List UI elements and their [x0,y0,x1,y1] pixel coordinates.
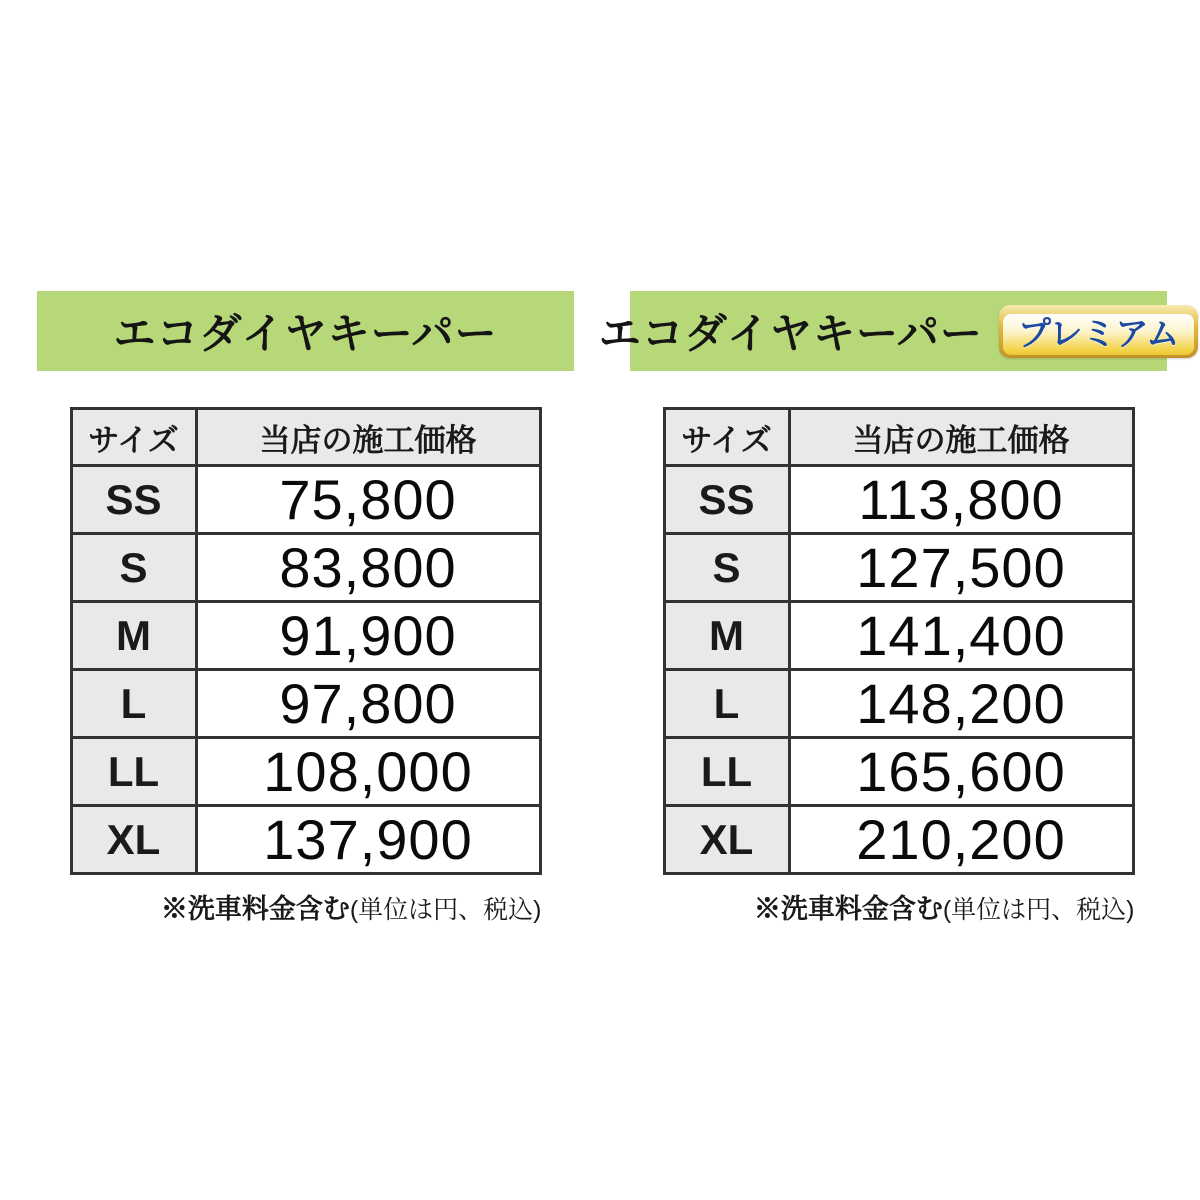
table-row [664,466,1133,534]
table-row [664,806,1133,874]
table-row [664,670,1133,738]
premium-badge [999,305,1198,358]
price-cell: 83,800 [196,534,540,602]
price-cell: 108,000 [196,738,540,806]
price-cell: 91,900 [196,602,540,670]
price-note [70,887,542,926]
panel-title: エコダイヤキーパー [598,310,983,357]
size-column-header: サイズ [664,409,789,466]
size-cell: XL [71,806,196,874]
price-rows [664,466,1133,874]
table-row [71,738,540,806]
eco-diamond-keeper-premium-panel [598,291,1180,926]
size-column-header: サイズ [71,409,196,466]
price-cell: 75,800 [196,466,540,534]
size-cell: S [71,534,196,602]
table-row [664,738,1133,806]
table-row [71,806,540,874]
size-cell: L [71,670,196,738]
table-row [71,534,540,602]
price-rows [71,466,540,874]
size-cell: S [664,534,789,602]
eco-diamond-keeper-premium-banner [598,291,1180,371]
table-row [664,602,1133,670]
price-cell: 165,600 [789,738,1133,806]
header-row [71,409,540,466]
header-row [664,409,1133,466]
eco-diamond-keeper-premium-price-table [663,407,1135,875]
premium-badge-label: プレミアム [1003,314,1194,355]
eco-diamond-keeper-banner [37,291,574,371]
eco-diamond-keeper-price-table [70,407,542,875]
eco-diamond-keeper-panel [37,291,574,926]
size-cell: M [71,602,196,670]
size-cell: LL [664,738,789,806]
price-column-header: 当店の施工価格 [196,409,540,466]
note-wash-included: ※洗車料金含む [753,894,943,924]
size-cell: L [664,670,789,738]
note-unit-tax: (単位は円、税込) [942,896,1135,924]
price-cell: 148,200 [789,670,1133,738]
price-column-header: 当店の施工価格 [789,409,1133,466]
price-cell: 127,500 [789,534,1133,602]
note-unit-tax: (単位は円、税込) [349,896,542,924]
size-cell: SS [71,466,196,534]
note-wash-included: ※洗車料金含む [160,894,350,924]
table-row [71,670,540,738]
size-cell: SS [664,466,789,534]
price-note [663,887,1135,926]
price-cell: 141,400 [789,602,1133,670]
price-cell: 113,800 [789,466,1133,534]
size-cell: XL [664,806,789,874]
panel-title: エコダイヤキーパー [113,310,498,357]
price-cell: 210,200 [789,806,1133,874]
size-cell: M [664,602,789,670]
table-row [71,602,540,670]
size-cell: LL [71,738,196,806]
price-cell: 137,900 [196,806,540,874]
price-cell: 97,800 [196,670,540,738]
table-row [71,466,540,534]
table-row [664,534,1133,602]
